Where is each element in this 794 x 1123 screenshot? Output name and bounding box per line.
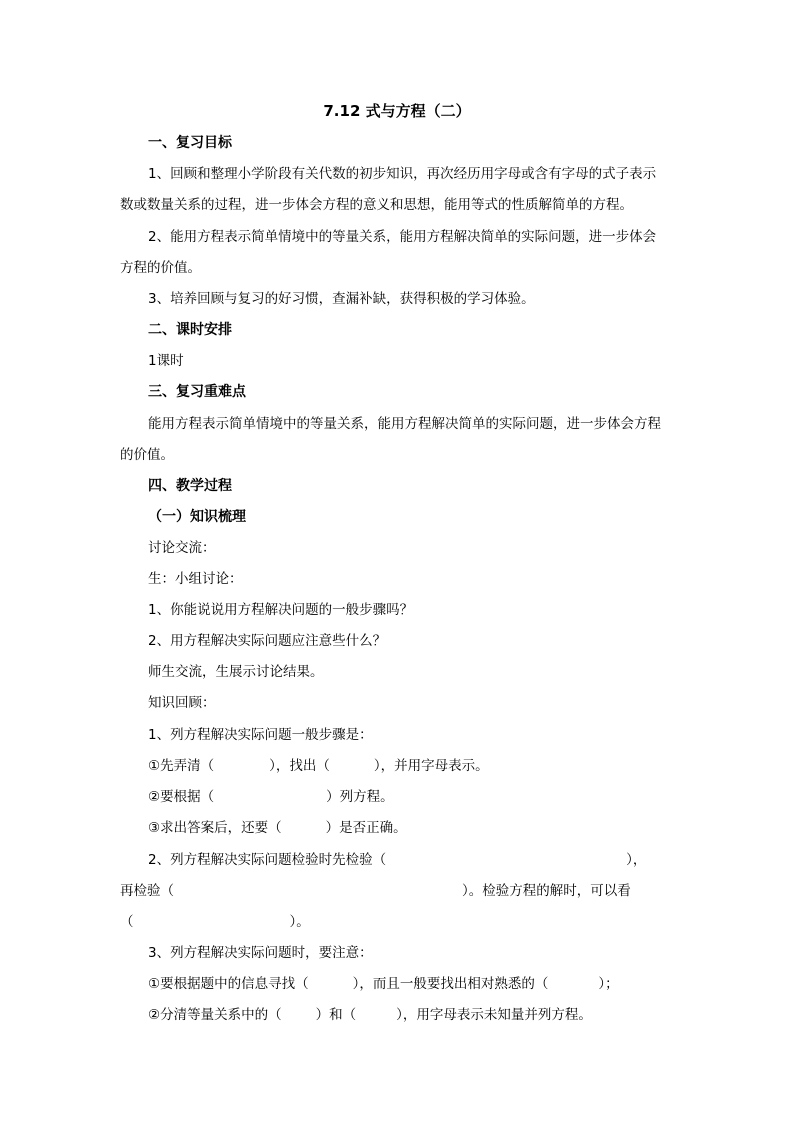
check-part-a: 2、列方程解决实际问题检验时先检验（ bbox=[148, 852, 387, 868]
note-2-part-a: ②分清等量关系中的（ bbox=[148, 1007, 282, 1023]
note-1-part-b: ），而且一般要找出相对熟悉的（ bbox=[352, 976, 549, 992]
note-2-part-b: ）和（ bbox=[315, 1007, 357, 1023]
step-2-part-b: ）列方程。 bbox=[326, 789, 394, 805]
discussion-label: 讨论交流： bbox=[148, 540, 216, 556]
check-part-e: （ bbox=[120, 914, 134, 930]
step-1 bbox=[148, 756, 489, 776]
goal-1-line-1: 1、回顾和整理小学阶段有关代数的初步知识，再次经历用字母或含有字母的式子表示 bbox=[148, 166, 657, 182]
notes-title: 3、列方程解决实际问题时，要注意： bbox=[148, 945, 373, 961]
check-part-d: ）。检验方程的解时，可以看 bbox=[462, 883, 631, 899]
step-3-part-b: ）是否正确。 bbox=[325, 820, 407, 836]
steps-title: 1、列方程解决实际问题一般步骤是： bbox=[148, 727, 373, 743]
check-line-2 bbox=[120, 881, 631, 901]
step-2-part-a: ②要根据（ bbox=[148, 789, 215, 805]
goal-2-line-1: 2、能用方程表示简单情境中的等量关系，能用方程解决简单的实际问题，进一步体会 bbox=[148, 229, 657, 245]
question-2: 2、用方程解决实际问题应注意些什么？ bbox=[148, 633, 387, 649]
step-1-part-b: ），找出（ bbox=[269, 758, 330, 774]
note-1-part-a: ①要根据题中的信息寻找（ bbox=[148, 976, 309, 992]
key-points-line-1: 能用方程表示简单情境中的等量关系，能用方程解决简单的实际问题，进一步体会方程 bbox=[148, 416, 661, 432]
check-part-c: 再检验（ bbox=[120, 883, 174, 899]
note-1 bbox=[148, 974, 619, 994]
section-heading-goals: 一、复习目标 bbox=[148, 135, 232, 151]
student-discussion: 生：小组讨论： bbox=[148, 571, 243, 587]
step-3 bbox=[148, 818, 407, 838]
note-1-part-c: ）； bbox=[598, 976, 619, 992]
step-1-part-c: ），并用字母表示。 bbox=[373, 758, 489, 774]
check-part-b: ）， bbox=[626, 852, 647, 868]
subsection-heading-knowledge: （一）知识梳理 bbox=[148, 509, 246, 525]
page-title: 7.12 式与方程（二） bbox=[323, 102, 471, 120]
note-2 bbox=[148, 1005, 592, 1025]
step-3-part-a: ③求出答案后，还要（ bbox=[148, 820, 282, 836]
key-points-line-2: 的价值。 bbox=[120, 447, 174, 463]
note-2-part-c: ），用字母表示未知量并列方程。 bbox=[396, 1007, 592, 1023]
check-part-f: ）。 bbox=[289, 914, 310, 930]
schedule-content: 1课时 bbox=[148, 353, 184, 369]
check-line-3 bbox=[120, 912, 310, 932]
step-1-part-a: ①先弄清（ bbox=[148, 758, 215, 774]
review-label: 知识回顾： bbox=[148, 695, 216, 711]
question-1: 1、你能说说用方程解决问题的一般步骤吗？ bbox=[148, 602, 414, 618]
goal-1-line-2: 数或数量关系的过程，进一步体会方程的意义和思想，能用等式的性质解简单的方程。 bbox=[120, 197, 633, 213]
check-line-1 bbox=[148, 850, 646, 870]
section-heading-schedule: 二、课时安排 bbox=[148, 322, 232, 338]
goal-3: 3、培养回顾与复习的好习惯，查漏补缺，获得积极的学习体验。 bbox=[148, 291, 535, 307]
exchange-text: 师生交流，生展示讨论结果。 bbox=[148, 664, 324, 680]
section-heading-key-points: 三、复习重难点 bbox=[148, 384, 246, 400]
step-2 bbox=[148, 787, 394, 807]
goal-2-line-2: 方程的价值。 bbox=[120, 260, 201, 276]
section-heading-process: 四、教学过程 bbox=[148, 478, 232, 494]
